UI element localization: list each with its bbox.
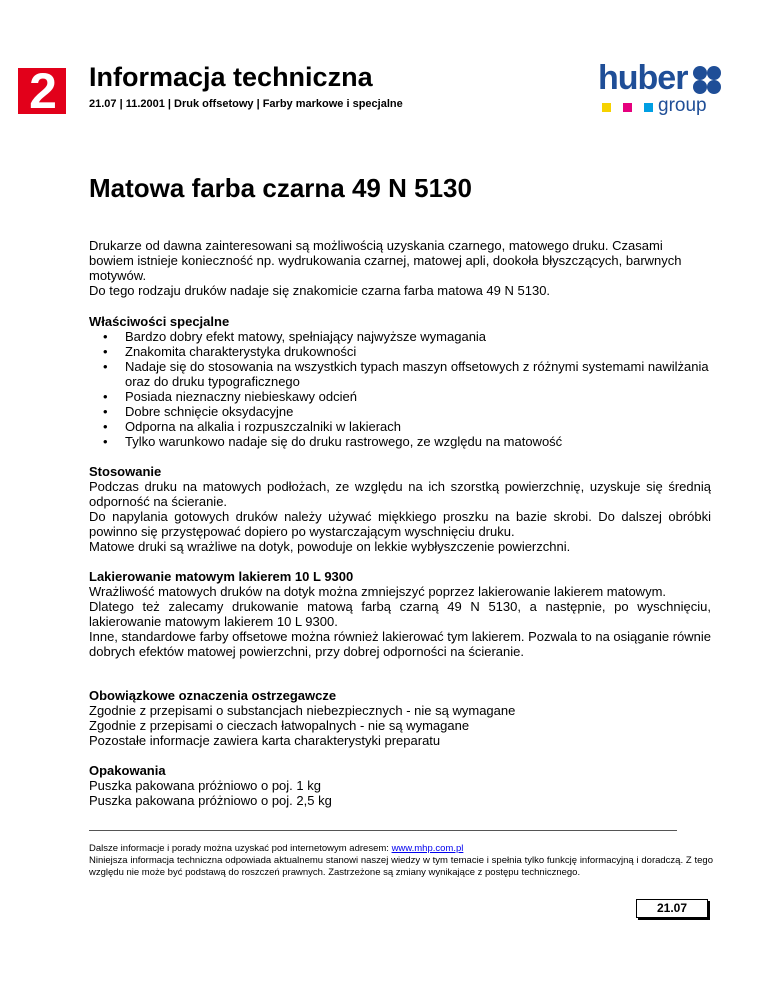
list-item: • Dobre schnięcie oksydacyjne — [125, 404, 711, 419]
footer-info-text: Dalsze informacje i porady można uzyskać pod internetowym adresem: — [89, 843, 392, 854]
document-subtitle: 21.07 | 11.2001 | Druk offsetowy | Farby markowe i specjalne — [89, 98, 403, 110]
footer-info — [89, 843, 713, 855]
varnish-paragraph: Inne, standardowe farby offsetowe można również lakierować tym lakierem. Pozwala to na osiąganie równie dobrych efektów matowej powierzchni, przy dobrej odporności na ścieranie. — [89, 629, 711, 659]
application-paragraph: Matowe druki są wrażliwe na dotyk, powoduje on lekkie wybłyszczenie powierzchni. — [89, 539, 571, 554]
logo-subtext: group — [658, 95, 707, 116]
properties-heading: Właściwości specjalne — [89, 314, 230, 329]
varnish-paragraph: Wrażliwość matowych druków na dotyk można zmniejszyć poprzez lakierowanie lakierem matowym. — [89, 584, 667, 599]
varnish-paragraph: Dlatego też zalecamy drukowanie matową farbą czarną 49 N 5130, a następnie, po wyschnięciu, lakierowanie matowym lakierem 10 L 9300. — [89, 599, 711, 629]
magenta-square-icon — [623, 103, 632, 112]
varnish-heading: Lakierowanie matowym lakierem 10 L 9300 — [89, 569, 354, 584]
warnings-line: Pozostałe informacje zawiera karta charakterystyki preparatu — [89, 733, 441, 748]
document-body — [89, 238, 711, 808]
section-number-badge: 2 — [18, 68, 66, 114]
application-heading: Stosowanie — [89, 464, 162, 479]
huber-group-logo — [598, 59, 723, 120]
list-item: • Posiada nieznaczny niebieskawy odcień — [125, 389, 711, 404]
logo-wordmark: huber — [598, 59, 688, 97]
website-link[interactable]: www.mhp.com.pl — [391, 843, 464, 854]
footer — [89, 843, 713, 879]
list-item: • Odporna na alkalia i rozpuszczalniki w lakierach — [125, 419, 711, 434]
list-item: • Tylko warunkowo nadaje się do druku rastrowego, ze względu na matowość — [125, 434, 711, 449]
properties-list — [89, 329, 711, 449]
yellow-square-icon — [602, 103, 611, 112]
document-type-title: Informacja techniczna — [89, 62, 373, 92]
intro-paragraph: Do tego rodzaju druków nadaje się znakomicie czarna farba matowa 49 N 5130. — [89, 283, 551, 298]
warnings-line: Zgodnie z przepisami o cieczach łatwopalnych - nie są wymagane — [89, 718, 470, 733]
warnings-line: Zgodnie z przepisami o substancjach niebezpiecznych - nie są wymagane — [89, 703, 516, 718]
footer-disclaimer: Niniejsza informacja techniczna odpowiada aktualnemu stanowi naszej wiedzy w tym temacie i spełnia tylko funkcję informacyjną i doradczą. Z tego względu nie może być podstawą do roszczeń prawnych. Zastrzeżone są zmiany wynikające z postępu technicznego. — [89, 855, 713, 878]
packaging-line: Puszka pakowana próżniowo o poj. 1 kg — [89, 778, 321, 793]
cyan-square-icon — [644, 103, 653, 112]
page-number-box: 21.07 — [636, 899, 708, 918]
warnings-heading: Obowiązkowe oznaczenia ostrzegawcze — [89, 688, 337, 703]
footer-divider — [89, 830, 677, 831]
list-item: • Nadaje się do stosowania na wszystkich typach maszyn offsetowych z różnymi systemami nawilżania oraz do druku typograficznego — [125, 359, 711, 389]
packaging-heading: Opakowania — [89, 763, 166, 778]
intro-paragraph: Drukarze od dawna zainteresowani są możliwością uzyskania czarnego, matowego druku. Czasami bowiem istnieje konieczność np. wydrukowania czarnej, matowej apli, dookoła błyszczących, barwnych motywów. — [89, 238, 682, 283]
list-item: • Znakomita charakterystyka drukowności — [125, 344, 711, 359]
packaging-line: Puszka pakowana próżniowo o poj. 2,5 kg — [89, 793, 332, 808]
product-title: Matowa farba czarna 49 N 5130 — [89, 173, 472, 203]
list-item: • Bardzo dobry efekt matowy, spełniający najwyższe wymagania — [125, 329, 711, 344]
application-paragraph: Podczas druku na matowych podłożach, ze względu na ich szorstką powierzchnię, uzyskuje się średnią odporność na ścieranie. — [89, 479, 711, 509]
clover-icon — [692, 65, 722, 95]
application-paragraph: Do napylania gotowych druków należy używać miękkiego proszku na bazie skrobi. Do dalszej obróbki powinno się przystępować dopiero po wystarczającym wyschnięciu druku. — [89, 509, 711, 539]
